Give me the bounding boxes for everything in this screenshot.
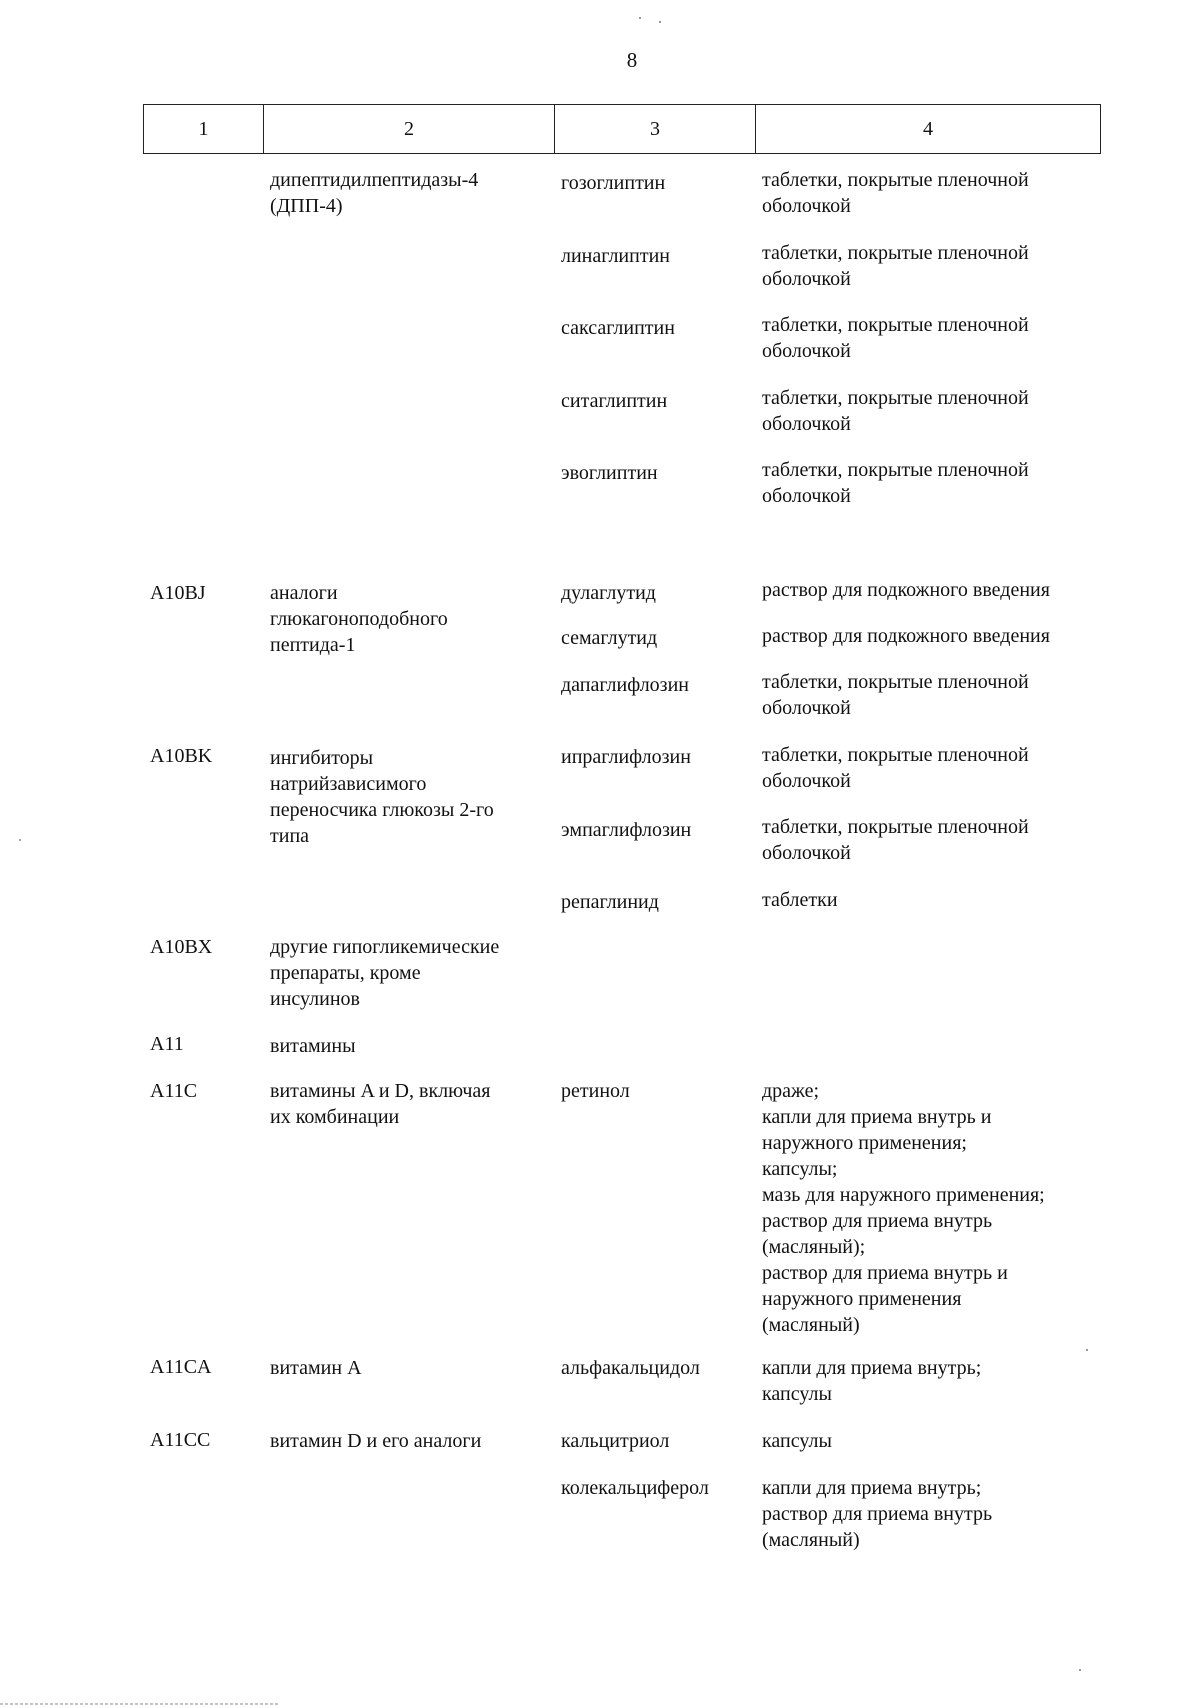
form-cell: таблетки, покрытые пленочной оболочкой: [762, 744, 1029, 792]
group-cell: аналоги глюкагоноподобного пептида-1: [270, 582, 448, 656]
header-col-2: 2: [264, 105, 555, 153]
scan-speck: [1086, 1349, 1088, 1351]
code-cell: A11CC: [150, 1429, 211, 1451]
drug-cell: ипраглифлозин: [561, 746, 691, 768]
drug-cell: альфакальцидол: [561, 1357, 700, 1379]
form-cell: раствор для подкожного введения: [762, 579, 1050, 601]
group-cell: витамин A: [270, 1357, 362, 1379]
drug-cell: дулаглутид: [561, 582, 656, 604]
header-col-3: 3: [555, 105, 756, 153]
code-cell: A11: [150, 1033, 184, 1055]
drug-cell: гозоглиптин: [561, 172, 666, 194]
scan-speck: [19, 839, 21, 841]
form-cell: таблетки, покрытые пленочной оболочкой: [762, 671, 1029, 719]
form-cell: таблетки, покрытые пленочной оболочкой: [762, 169, 1029, 217]
drug-cell: ретинол: [561, 1080, 630, 1102]
form-cell: капсулы: [762, 1430, 832, 1452]
drug-cell: эвоглиптин: [561, 462, 658, 484]
drug-cell: линаглиптин: [561, 245, 670, 267]
drug-cell: эмпаглифлозин: [561, 819, 692, 841]
header-col-4: 4: [923, 117, 933, 140]
group-cell: ингибиторы натрийзависимого переносчика глюкозы 2-го типа: [270, 747, 494, 847]
drug-cell: репаглинид: [561, 891, 659, 913]
form-cell: таблетки, покрытые пленочной оболочкой: [762, 816, 1029, 864]
drug-cell: дапаглифлозин: [561, 674, 689, 696]
drug-cell: колекальциферол: [561, 1477, 709, 1499]
code-cell: A11CA: [150, 1356, 212, 1378]
form-cell: таблетки: [762, 889, 838, 911]
code-cell: A10BX: [150, 936, 213, 958]
scan-speck: [1079, 1669, 1081, 1671]
form-cell: раствор для подкожного введения: [762, 625, 1050, 647]
group-cell: витамины: [270, 1035, 356, 1057]
group-cell: витамины A и D, включая их комбинации: [270, 1080, 491, 1128]
code-cell: A10BK: [150, 745, 213, 767]
drug-cell: ситаглиптин: [561, 390, 668, 412]
drug-cell: кальцитриол: [561, 1430, 670, 1452]
scan-speck: [659, 21, 661, 23]
code-cell: A11C: [150, 1080, 198, 1102]
scan-speck: [639, 17, 641, 19]
page-number: 8: [626, 48, 638, 72]
form-cell: капли для приема внутрь; капсулы: [762, 1357, 982, 1405]
form-cell: таблетки, покрытые пленочной оболочкой: [762, 459, 1029, 507]
header-col-1: 1: [144, 105, 264, 153]
drug-cell: семаглутид: [561, 627, 658, 649]
form-cell: драже; капли для приема внутрь и наружного применения; капсулы; мазь для наружного применения; раствор для приема внутрь (масляный); раствор для приема внутрь и наружного применения (масляный): [762, 1080, 1045, 1336]
form-cell: капли для приема внутрь; раствор для приема внутрь (масляный): [762, 1477, 993, 1551]
group-cell: дипептидилпептидазы-4 (ДПП-4): [270, 169, 479, 217]
code-cell: A10BJ: [150, 582, 206, 604]
form-cell: таблетки, покрытые пленочной оболочкой: [762, 314, 1029, 362]
group-cell: другие гипогликемические препараты, кроме инсулинов: [270, 936, 500, 1010]
group-cell: витамин D и его аналоги: [270, 1430, 482, 1452]
form-cell: таблетки, покрытые пленочной оболочкой: [762, 387, 1029, 435]
drug-cell: саксаглиптин: [561, 317, 675, 339]
form-cell: таблетки, покрытые пленочной оболочкой: [762, 242, 1029, 290]
